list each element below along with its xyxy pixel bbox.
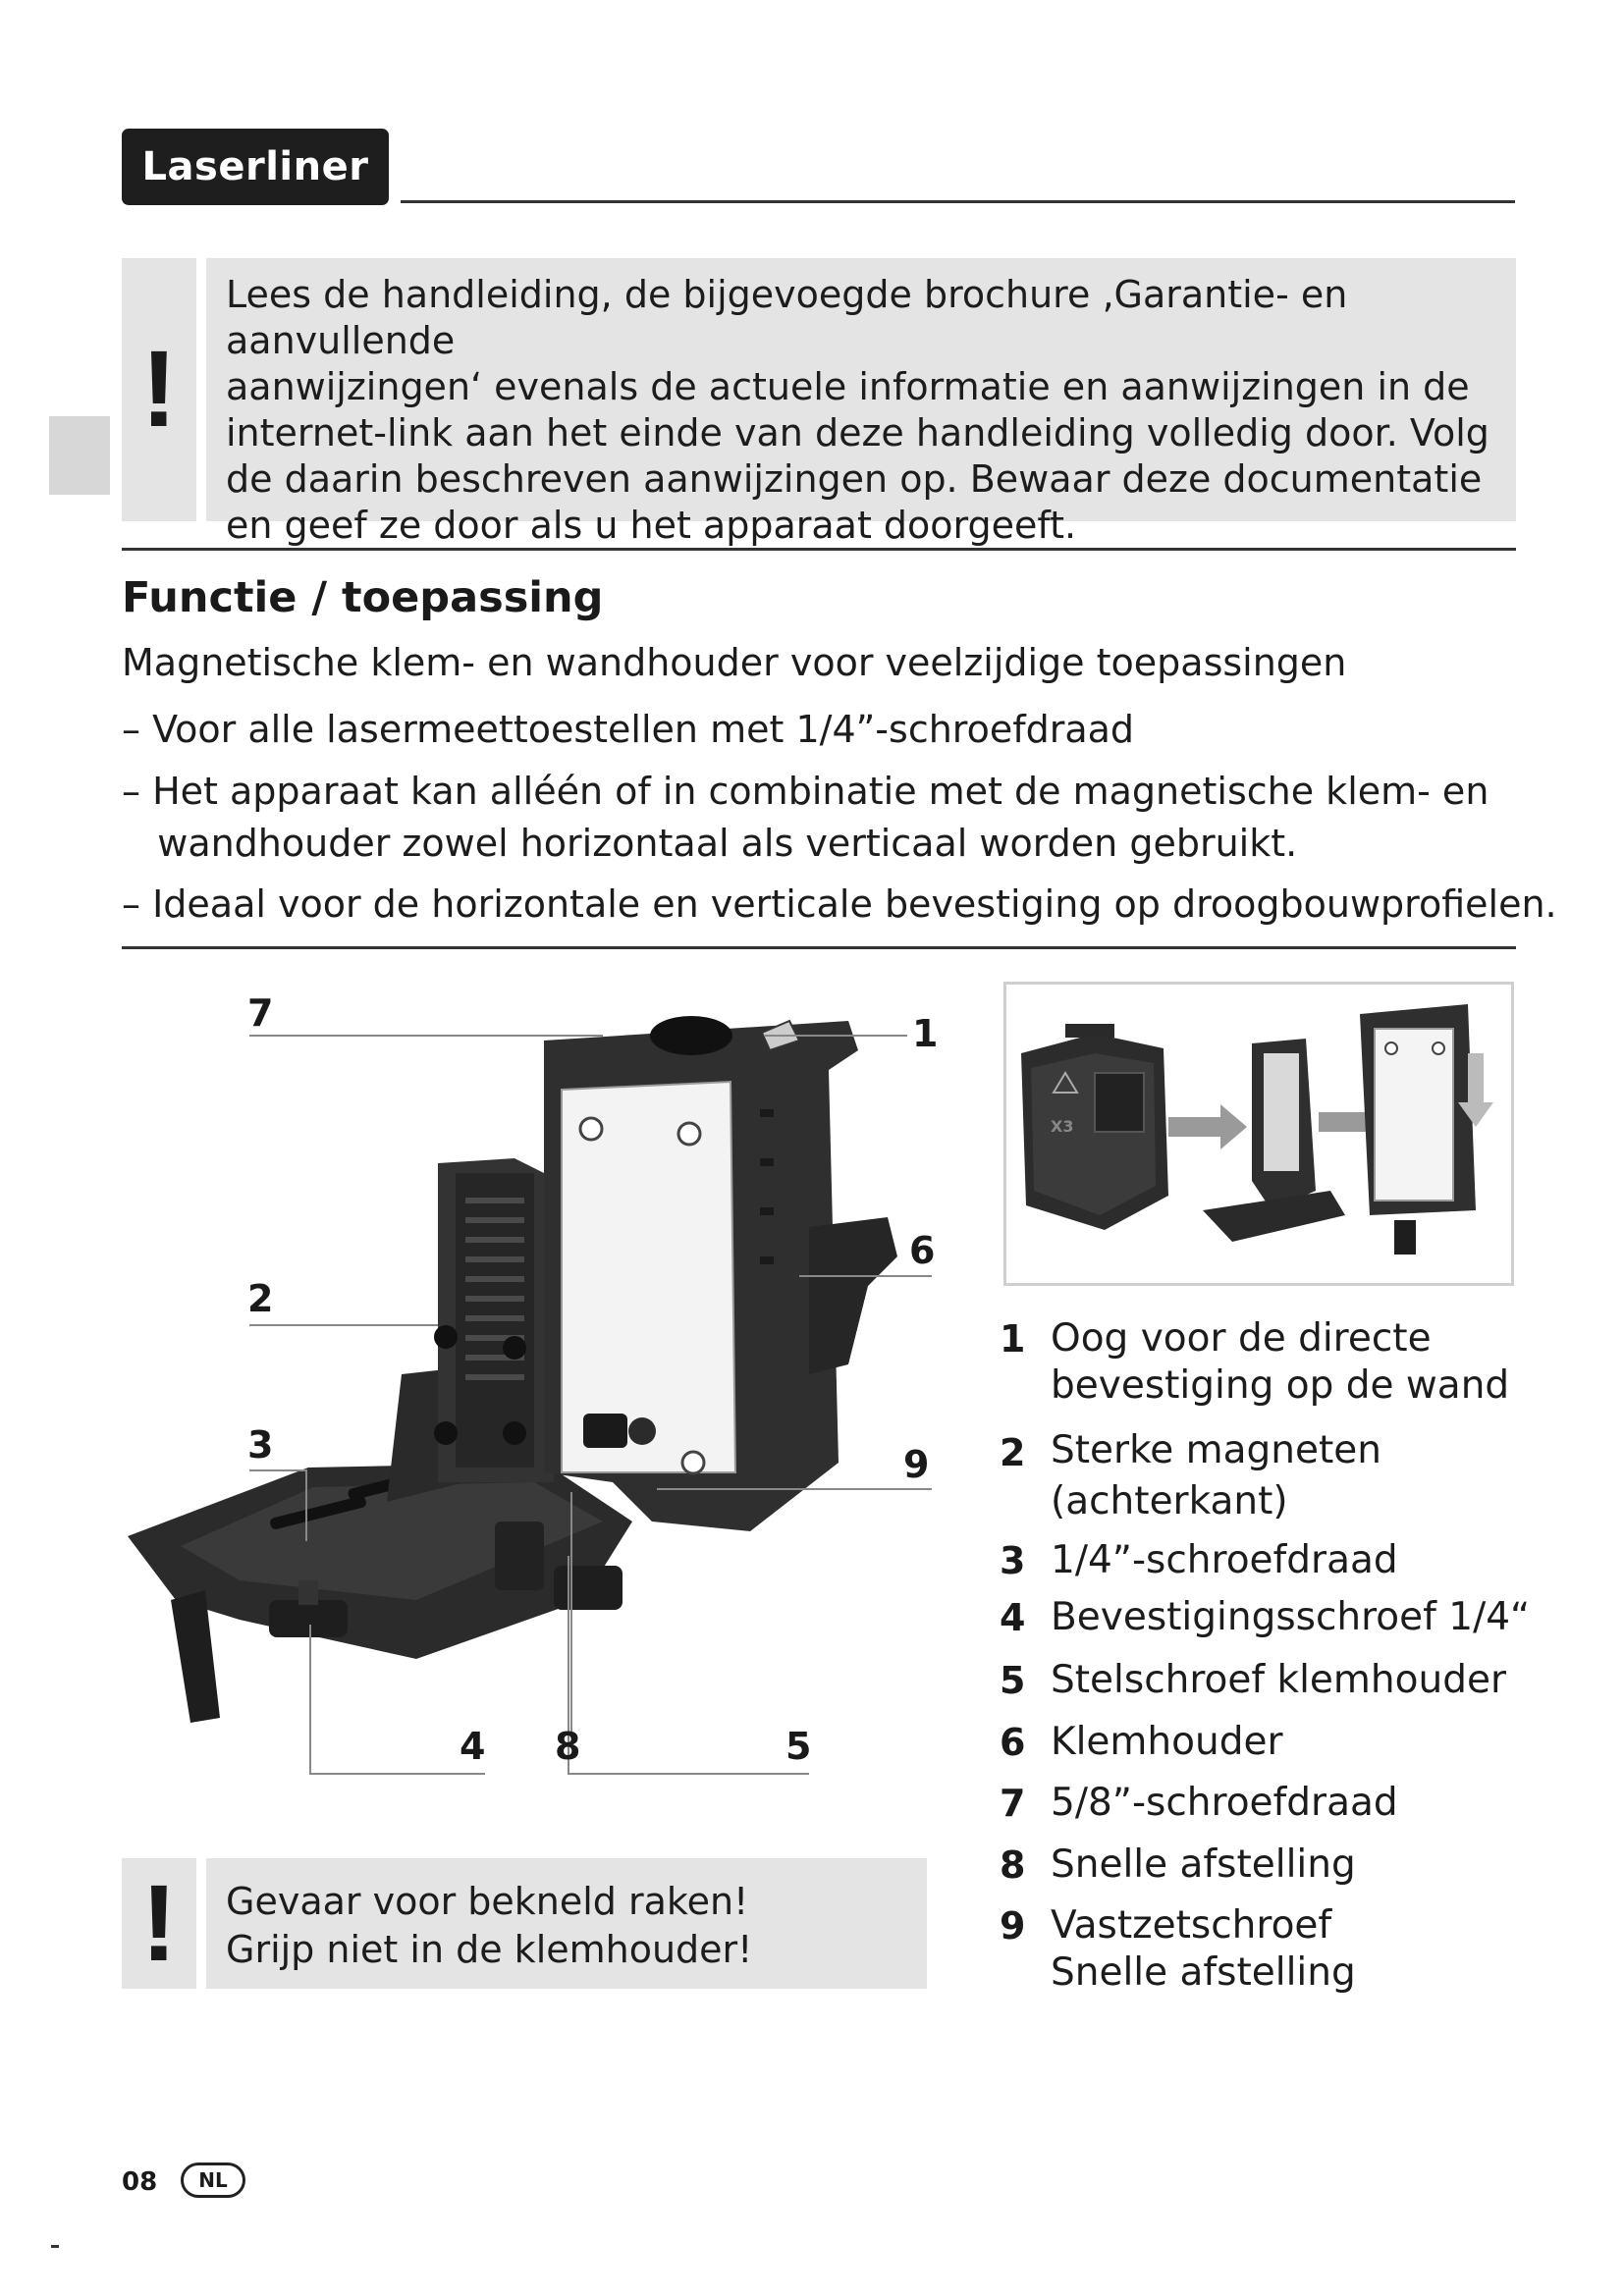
legend-text: Stelschroef klemhouder [1051,1658,1507,1702]
warning-line: aanwijzingen‘ evenals de actuele informatie en aanwijzingen in de [226,365,1470,408]
legend-item [1000,1594,1530,1641]
callout-9: 9 [903,1443,930,1486]
warning-line: Gevaar voor bekneld raken! [226,1880,749,1923]
callout-1: 1 [912,1012,939,1055]
legend-item [1000,1780,1398,1827]
legend-text: Vastzetschroef Snelle afstelling [1051,1903,1356,1995]
product-diagram [122,972,947,1787]
language-badge: NL [181,2163,245,2198]
legend-number: 1 [1000,1317,1026,1361]
legend-number: 7 [1000,1782,1026,1825]
footer-mark [51,2245,59,2248]
legend-text: Oog voor de directe bevestiging op de wand [1051,1316,1510,1408]
callout-4: 4 [460,1725,486,1768]
brand-logo [122,129,389,205]
section-divider [122,946,1516,949]
legend-number: 9 [1000,1904,1026,1948]
callout-2: 2 [247,1277,274,1320]
warning-line: de daarin beschreven aanwijzingen op. Bewaar deze documentatie [226,457,1483,501]
section-title: Functie / toepassing [122,573,604,622]
warning-line: internet-link aan het einde van deze handleiding volledig door. Volg [226,411,1489,454]
bullet-item-continued: wandhouder zowel horizontaal als verticaal worden gebruikt. [122,822,1298,865]
warning-icon-box [122,258,196,521]
legend-item [1000,1719,1282,1766]
callout-8: 8 [555,1725,581,1768]
legend-text: Snelle afstelling [1051,1842,1356,1887]
device-model-label: X3 [1051,1117,1074,1136]
legend-text: Bevestigingsschroef 1/4“ [1051,1595,1531,1639]
warning-line: en geef ze door als u het apparaat doorgeeft. [226,504,1077,547]
chapter-tab-marker [49,416,110,495]
warning-line: Lees de handleiding, de bijgevoegde brochure ‚Garantie- en aanvullende [226,273,1348,362]
warning-notice [206,258,1516,547]
legend-item [1000,1902,1356,1997]
legend-number: 5 [1000,1659,1026,1702]
legend-item [1000,1842,1356,1889]
bullet-item: – Voor alle lasermeettoestellen met 1/4”-schroefdraad [122,708,1135,751]
legend-item [1000,1315,1509,1410]
legend-number: 2 [1000,1431,1026,1474]
callout-7: 7 [247,991,274,1035]
brand-name: Laserliner [141,144,369,189]
warning-line: Grijp niet in de klemhouder! [226,1928,753,1971]
warning-icon-box [122,1858,196,1989]
legend-text: Sterke magneten (achterkant) [1051,1428,1382,1523]
legend-item [1000,1537,1398,1584]
callout-3: 3 [247,1423,274,1467]
page-number: 08 [122,2167,158,2197]
legend-text: Klemhouder [1051,1720,1283,1764]
pinch-warning-notice [206,1858,927,1989]
callout-5: 5 [785,1725,812,1768]
bullet-item: – Het apparaat kan alléén of in combinatie met de magnetische klem- en [122,770,1489,813]
exclamation-icon: ! [140,1862,178,1984]
section-divider [122,548,1516,551]
legend-number: 6 [1000,1721,1026,1764]
legend-number: 3 [1000,1539,1026,1582]
section-subtitle: Magnetische klem- en wandhouder voor veelzijdige toepassingen [122,641,1347,684]
legend-text: 5/8”-schroefdraad [1051,1781,1398,1825]
bullet-item: – Ideaal voor de horizontale en verticale bevestiging op droogbouwprofielen. [122,882,1557,926]
legend-item [1000,1657,1506,1704]
legend-number: 4 [1000,1596,1026,1639]
legend-text: 1/4”-schroefdraad [1051,1538,1398,1582]
usage-photo-drawing [1006,985,1511,1283]
header-divider [401,200,1515,203]
exclamation-icon: ! [140,329,178,450]
callout-6: 6 [909,1229,936,1272]
usage-photo [1003,982,1514,1286]
legend-number: 8 [1000,1843,1026,1887]
legend-item [1000,1425,1381,1527]
